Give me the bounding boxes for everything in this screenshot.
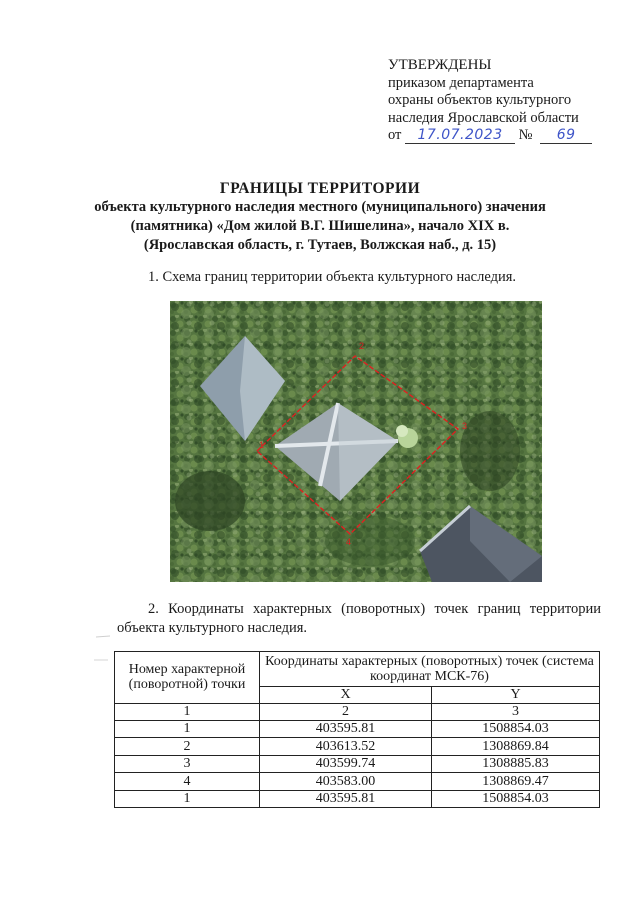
- aerial-photo: [170, 301, 542, 582]
- cell-point: 3: [115, 755, 260, 773]
- document-title: [80, 179, 560, 255]
- table-row: [115, 773, 600, 791]
- title-line-3: (памятника) «Дом жилой В.Г. Шишелина», начало XIX в.: [130, 218, 510, 234]
- approval-line-3: наследия Ярославской области: [388, 109, 579, 126]
- number-label: №: [518, 127, 533, 143]
- table-row: [115, 755, 600, 773]
- approval-line-2: охраны объектов культурного: [388, 92, 572, 108]
- cell-y: 1508854.03: [432, 790, 600, 808]
- from-label: от: [388, 127, 402, 143]
- point-label-2: 2: [359, 341, 365, 351]
- cell-y: 1308869.84: [432, 738, 600, 756]
- cell-x: 403599.74: [260, 755, 432, 773]
- header-point-number: Номер характерной (поворотной) точки: [115, 652, 260, 704]
- header-coordinates: Координаты характерных (поворотных) точек (система координат МСК-76): [260, 652, 600, 687]
- header-y: Y: [432, 687, 600, 704]
- header-x: X: [260, 687, 432, 704]
- coordinates-table: [114, 651, 600, 808]
- column-number-3: 3: [432, 703, 600, 720]
- table-row: [115, 738, 600, 756]
- cell-point: 1: [115, 790, 260, 808]
- approval-block: [388, 57, 628, 145]
- cell-point: 1: [115, 720, 260, 738]
- column-number-1: 1: [115, 703, 260, 720]
- title-line-4: (Ярославская область, г. Тутаев, Волжская наб., д. 15): [143, 237, 497, 253]
- handwritten-number: 69: [540, 128, 592, 144]
- point-label-3: 3: [462, 421, 468, 431]
- cell-point: 4: [115, 773, 260, 791]
- table-row: [115, 790, 600, 808]
- boundary-scheme-map: [170, 301, 542, 582]
- section-1-heading: 1. Схема границ территории объекта культурного наследия.: [148, 269, 517, 285]
- approval-heading: УТВЕРЖДЕНЫ: [388, 57, 492, 73]
- approval-date-number-line: [388, 127, 628, 145]
- cell-x: 403595.81: [260, 720, 432, 738]
- column-number-2: 2: [260, 703, 432, 720]
- cell-y: 1308885.83: [432, 755, 600, 773]
- point-label-4: 4: [346, 537, 352, 547]
- cell-x: 403613.52: [260, 738, 432, 756]
- title-line-2: объекта культурного наследия местного (муниципального) значения: [94, 199, 546, 215]
- point-label-1: 1: [259, 440, 265, 450]
- table-row: [115, 720, 600, 738]
- cell-y: 1508854.03: [432, 720, 600, 738]
- cell-y: 1308869.47: [432, 773, 600, 791]
- title-line-1: ГРАНИЦЫ ТЕРРИТОРИИ: [219, 180, 421, 197]
- cell-point: 2: [115, 738, 260, 756]
- approval-line-1: приказом департамента: [388, 74, 534, 91]
- section-2-heading: 2. Координаты характерных (поворотных) точек границ территории объекта культурного наследия.: [117, 601, 601, 636]
- cell-x: 403595.81: [260, 790, 432, 808]
- handwritten-date: 17.07.2023: [405, 128, 515, 144]
- cell-x: 403583.00: [260, 773, 432, 791]
